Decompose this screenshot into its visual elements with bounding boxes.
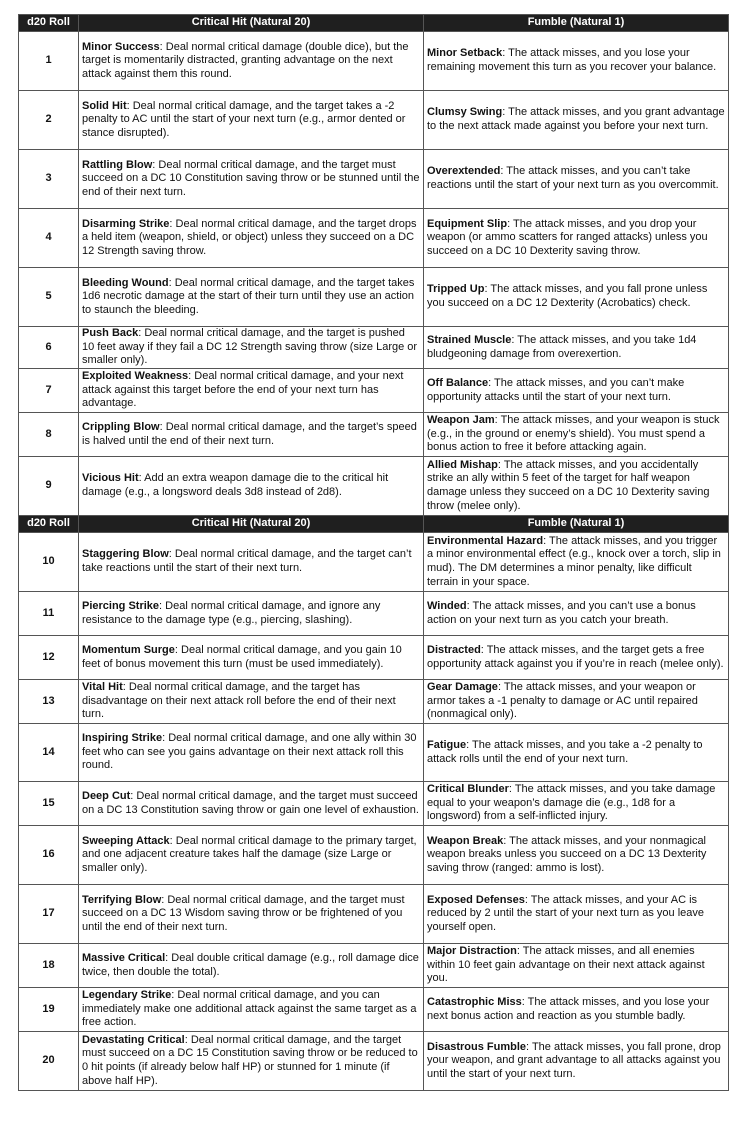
table-row [19, 724, 729, 782]
crit-name: Deep Cut [82, 789, 131, 802]
fumble-description: : The attack misses, and you accidentally strike an ally within 5 feet of the target for half weapon damage unless they succeed on a DC 10 Dexterity saving throw (melee only). [427, 458, 710, 512]
fumble-name: Allied Mishap [427, 458, 498, 471]
fumble-cell [424, 32, 729, 91]
fumble-name: Disastrous Fumble [427, 1040, 527, 1053]
fumble-cell [424, 1032, 729, 1091]
table-row [19, 369, 729, 413]
crit-name: Push Back [82, 327, 139, 340]
fumble-header: Fumble (Natural 1) [424, 15, 729, 32]
fumble-cell [424, 944, 729, 988]
roll-number: 12 [19, 636, 79, 680]
table-header-row [19, 516, 729, 533]
table-row [19, 885, 729, 944]
fumble-description: : The attack misses, and you can’t use a bonus action on your next turn as you catch your breath. [427, 599, 696, 626]
fumble-cell [424, 826, 729, 885]
table-row [19, 988, 729, 1032]
crit-name: Disarming Strike [82, 217, 170, 230]
critical-hit-cell [79, 327, 424, 369]
crit-name: Piercing Strike [82, 599, 160, 612]
table-row [19, 826, 729, 885]
fumble-description: : The attack misses, and your weapon is stuck (e.g., in the ground or enemy’s shield). You must spend a bonus action to free it before attacking again. [427, 414, 720, 454]
table-row [19, 327, 729, 369]
crit-description: : Deal normal critical damage, and the target must succeed on a DC 13 Wisdom saving throw or be frightened of you until the end of their next turn. [82, 893, 405, 933]
table-row [19, 680, 729, 724]
table-row [19, 592, 729, 636]
fumble-description: : The attack misses, and you take a -2 penalty to attack rolls until the end of your next turn. [427, 738, 703, 765]
critical-hit-cell [79, 91, 424, 150]
fumble-cell [424, 369, 729, 413]
table-row [19, 32, 729, 91]
fumble-name: Major Distraction [427, 945, 517, 958]
roll-number: 4 [19, 209, 79, 268]
fumble-description: : The attack misses, and all enemies within 10 feet gain advantage on their next attack against you. [427, 945, 705, 985]
crit-name: Terrifying Blow [82, 893, 162, 906]
fumble-name: Tripped Up [427, 283, 485, 296]
crit-name: Legendary Strike [82, 989, 172, 1002]
crit-name: Exploited Weakness [82, 370, 189, 383]
critical-hit-cell [79, 988, 424, 1032]
table-row [19, 413, 729, 457]
critical-hit-cell [79, 268, 424, 327]
crit-description: : Deal normal critical damage, and the target must succeed on a DC 13 Constitution saving throw or gain one level of exhaustion. [82, 789, 419, 816]
table-row [19, 457, 729, 516]
crit-name: Minor Success [82, 40, 160, 53]
fumble-cell [424, 533, 729, 592]
fumble-description: : The attack misses, and your nonmagical weapon breaks unless you succeed on a DC 13 Dexterity saving throw (ranged: ammo is lost). [427, 834, 707, 874]
crit-name: Momentum Surge [82, 643, 175, 656]
roll-number: 2 [19, 91, 79, 150]
crit-description: : Deal normal critical damage, and the target takes 1d6 necrotic damage at the start of their turn until they use an action to staunch the bleeding. [82, 276, 415, 316]
fumble-name: Distracted [427, 643, 481, 656]
fumble-cell [424, 209, 729, 268]
crit-description: : Deal normal critical damage, and the target’s speed is halved until the end of their next turn. [82, 420, 417, 447]
roll-number: 15 [19, 782, 79, 826]
roll-number: 17 [19, 885, 79, 944]
crit-description: : Deal normal critical damage, and one ally within 30 feet who can see you gains advantage on their next attack roll this round. [82, 732, 417, 772]
fumble-cell [424, 885, 729, 944]
roll-number: 14 [19, 724, 79, 782]
fumble-description: : The attack misses, and you fall prone unless you succeed on a DC 12 Dexterity (Acrobatics) check. [427, 283, 708, 309]
crit-name: Devastating Critical [82, 1033, 185, 1046]
crit-name: Massive Critical [82, 951, 166, 964]
critical-hit-cell [79, 369, 424, 413]
roll-number: 16 [19, 826, 79, 885]
critical-hit-cell [79, 413, 424, 457]
fumble-description: : The attack misses, and you take damage equal to your weapon’s damage die (e.g., 1d8 for a longsword) from a self-inflicted injury. [427, 783, 716, 823]
roll-number: 13 [19, 680, 79, 724]
fumble-cell [424, 268, 729, 327]
fumble-description: : The attack misses, and you trigger a minor environmental effect (e.g., knock over a torch, slip in mud). The DM determines a minor penalty, like difficult terrain in your space. [427, 534, 721, 588]
crit-description: : Add an extra weapon damage die to the critical hit damage (e.g., a longsword deals 3d8 instead of 2d8). [82, 472, 389, 498]
critical-hit-cell [79, 636, 424, 680]
roll-number: 3 [19, 150, 79, 209]
crit-description: : Deal normal critical damage, and your next attack against this target before the end of your next turn has advantage. [82, 370, 404, 410]
fumble-name: Weapon Jam [427, 414, 495, 427]
critical-hit-cell [79, 782, 424, 826]
table-row [19, 1032, 729, 1091]
fumble-cell [424, 988, 729, 1032]
fumble-cell [424, 457, 729, 516]
roll-number: 1 [19, 32, 79, 91]
roll-header: d20 Roll [19, 516, 79, 533]
fumble-description: : The attack misses, and you lose your next bonus action and reaction as you stumble badly. [427, 995, 710, 1022]
roll-number: 11 [19, 592, 79, 636]
fumble-description: : The attack misses, and you can’t make opportunity attacks until the start of your next turn. [427, 376, 685, 403]
fumble-cell [424, 327, 729, 369]
crit-description: : Deal normal critical damage, and the target takes a -2 penalty to AC until the start of your next turn (e.g., armor dented or stance disrupted). [82, 99, 406, 139]
fumble-name: Winded [427, 599, 467, 612]
critical-hit-cell [79, 724, 424, 782]
fumble-description: : The attack misses, and you grant advantage to the next attack made against you before your next turn. [427, 106, 725, 132]
fumble-name: Critical Blunder [427, 783, 509, 796]
crit-description: : Deal normal critical damage, and you can immediately make one additional attack against the same target as a free action. [82, 989, 417, 1029]
fumble-description: : The attack misses, and you take 1d4 bludgeoning damage from overexertion. [427, 333, 697, 360]
table-row [19, 636, 729, 680]
fumble-name: Overextended [427, 165, 501, 178]
crit-name: Inspiring Strike [82, 732, 163, 745]
crit-description: : Deal double critical damage (e.g., roll damage dice twice, then double the total). [82, 951, 419, 978]
table-body [19, 15, 729, 1091]
fumble-description: : The attack misses, and you lose your remaining movement this turn as you recover your balance. [427, 47, 717, 73]
crit-name: Staggering Blow [82, 548, 169, 561]
fumble-name: Catastrophic Miss [427, 995, 522, 1008]
crit-name: Bleeding Wound [82, 276, 169, 289]
crit-description: : Deal normal critical damage, and ignore any resistance to the damage type (e.g., piercing, slashing). [82, 599, 381, 626]
table-row [19, 150, 729, 209]
crit-name: Solid Hit [82, 99, 127, 112]
crit-description: : Deal normal critical damage, and the target has disadvantage on their next attack roll before the end of their next turn. [82, 681, 396, 721]
roll-header: d20 Roll [19, 15, 79, 32]
fumble-name: Off Balance [427, 376, 489, 389]
critical-hit-cell [79, 592, 424, 636]
roll-number: 9 [19, 457, 79, 516]
roll-number: 20 [19, 1032, 79, 1091]
fumble-name: Weapon Break [427, 834, 504, 847]
fumble-description: : The attack misses, and your AC is reduced by 2 until the start of your next turn as you leave yourself open. [427, 893, 704, 933]
crit-description: : Deal normal critical damage (double dice), but the target is momentarily distracted, granting advantage on the next attack against them this round. [82, 40, 409, 80]
roll-number: 5 [19, 268, 79, 327]
roll-number: 10 [19, 533, 79, 592]
critical-hit-cell [79, 680, 424, 724]
fumble-name: Strained Muscle [427, 333, 512, 346]
roll-number: 6 [19, 327, 79, 369]
table-row [19, 782, 729, 826]
critical-hit-cell [79, 533, 424, 592]
crit-description: : Deal normal critical damage, and the target must succeed on a DC 10 Constitution saving throw or be stunned until the end of their next turn. [82, 158, 420, 198]
crit-description: : Deal normal critical damage, and the target can’t take reactions until the start of their next turn. [82, 548, 412, 574]
table-row [19, 209, 729, 268]
table-row [19, 91, 729, 150]
critical-hit-cell [79, 885, 424, 944]
fumble-name: Equipment Slip [427, 217, 508, 230]
roll-number: 8 [19, 413, 79, 457]
fumble-description: : The attack misses, and the target gets a free opportunity attack against you if you’re in reach (melee only). [427, 643, 724, 670]
crit-header: Critical Hit (Natural 20) [79, 516, 424, 533]
critical-hit-cell [79, 1032, 424, 1091]
critical-hit-cell [79, 826, 424, 885]
critical-hit-cell [79, 32, 424, 91]
fumble-cell [424, 724, 729, 782]
fumble-name: Clumsy Swing [427, 106, 503, 119]
fumble-description: : The attack misses, you fall prone, drop your weapon, and grant advantage to all attacks against you until the start of your next turn. [427, 1040, 721, 1080]
fumble-cell [424, 91, 729, 150]
table-row [19, 944, 729, 988]
crit-description: : Deal normal critical damage, and the target must succeed on a DC 15 Constitution saving throw or be reduced to 0 hit points (if already below half HP) or stunned for 1 minute (if above half HP). [82, 1033, 418, 1087]
crit-description: : Deal normal critical damage, and you gain 10 feet of bonus movement this turn (must be used immediately). [82, 643, 402, 670]
table-header-row [19, 15, 729, 32]
critical-hit-cell [79, 209, 424, 268]
roll-number: 7 [19, 369, 79, 413]
fumble-cell [424, 592, 729, 636]
crit-description: : Deal normal critical damage to the primary target, and one adjacent creature takes half the damage (size Large or smaller only). [82, 834, 417, 874]
fumble-description: : The attack misses, and you can’t take reactions until the start of your next turn as you overcommit. [427, 165, 719, 191]
crit-header: Critical Hit (Natural 20) [79, 15, 424, 32]
roll-number: 19 [19, 988, 79, 1032]
critical-hit-cell [79, 150, 424, 209]
crit-description: : Deal normal critical damage, and the target is pushed 10 feet away if they fail a DC 12 Strength saving throw (size Large or smaller only). [82, 327, 418, 367]
table-row [19, 533, 729, 592]
crit-description: : Deal normal critical damage, and the target drops a held item (weapon, shield, or object) unless they succeed on a DC 12 Strength saving throw. [82, 217, 417, 257]
fumble-description: : The attack misses, and you drop your weapon (or ammo scatters for ranged attacks) unless you succeed on a DC 10 Dexterity saving throw. [427, 217, 708, 257]
fumble-cell [424, 680, 729, 724]
fumble-cell [424, 782, 729, 826]
roll-number: 18 [19, 944, 79, 988]
fumble-header: Fumble (Natural 1) [424, 516, 729, 533]
crit-name: Crippling Blow [82, 420, 160, 433]
fumble-cell [424, 413, 729, 457]
crit-name: Sweeping Attack [82, 834, 170, 847]
crit-name: Vital Hit [82, 681, 123, 694]
fumble-name: Gear Damage [427, 681, 498, 694]
fumble-name: Exposed Defenses [427, 893, 525, 906]
crit-name: Rattling Blow [82, 158, 153, 171]
fumble-name: Fatigue [427, 738, 467, 751]
fumble-name: Minor Setback [427, 47, 503, 60]
fumble-description: : The attack misses, and your weapon or armor takes a -1 penalty to damage or AC until repaired (nonmagical only). [427, 681, 698, 721]
fumble-cell [424, 150, 729, 209]
fumble-cell [424, 636, 729, 680]
table-row [19, 268, 729, 327]
fumble-name: Environmental Hazard [427, 534, 544, 547]
critical-fumble-table [18, 14, 729, 1091]
crit-name: Vicious Hit [82, 472, 139, 485]
critical-hit-cell [79, 457, 424, 516]
critical-hit-cell [79, 944, 424, 988]
